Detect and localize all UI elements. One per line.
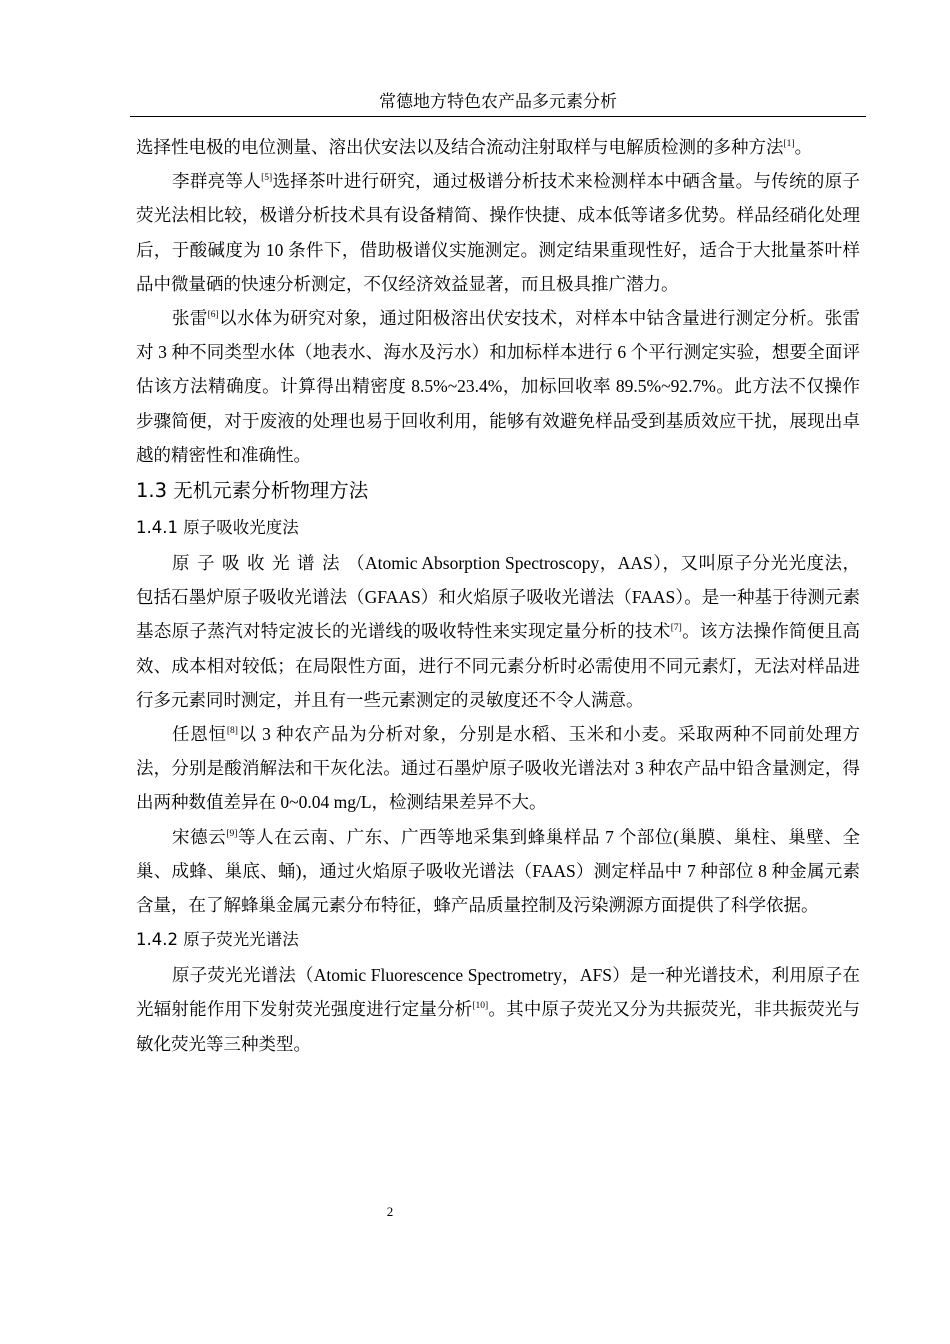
citation[interactable]: [5] [261, 173, 273, 184]
paragraph-text: 等人在云南、广东、广西等地采集到蜂巢样品 7 个部位(巢膜、巢柱、巢壁、全巢、成蜂、巢底、蛹)，通过火焰原子吸收光谱法（FAAS）测定样品中 7 种部位 8 种金属元素含量，在了解蜂巢金属元素分布特征，蜂产品质量控制及污染溯源方面提供了科学依据。 [136, 826, 861, 916]
paragraph-text: 。其中原子荧光又分为共振荧光，非共振荧光与敏化荧光等三种类型。 [136, 999, 861, 1054]
paragraph-text: 选择茶叶进行研究，通过极谱分析技术来检测样本中硒含量。与传统的原子荧光法相比较，极谱分析技术具有设备精简、操作快捷、成本低等诸多优势。样品经硝化处理后，于酸碱度为 10 条件下，借助极谱仪实施测定。测定结果重现性好，适合于大批量茶叶样品中微量硒的快速分析测定，不仅经济效益显著，而且极具推广潜力。 [136, 171, 861, 294]
running-header: 常德地方特色农产品多元素分析 [130, 88, 866, 117]
paragraph [136, 301, 860, 472]
paragraph-text: 宋德云 [172, 826, 227, 847]
subsection-heading: 1.4.2 原子荧光光谱法 [136, 930, 299, 950]
paragraph-text: 以 3 种农产品为分析对象，分别是水稻、玉米和小麦。采取两种不同前处理方法，分别是酸消解法和干灰化法。通过石墨炉原子吸收光谱法对 3 种农产品中铅含量测定，得出两种数值差异在 0~0.04 mg/L，检测结果差异不大。 [136, 724, 861, 813]
paragraph-continued [136, 130, 860, 164]
subsection-heading: 1.4.1 原子吸收光度法 [136, 518, 299, 538]
section-heading: 1.3 无机元素分析物理方法 [136, 479, 369, 503]
citation[interactable]: [7] [670, 623, 682, 634]
citation[interactable]: [10] [472, 1001, 489, 1012]
paragraph-text: 李群亮等人 [172, 171, 262, 192]
citation[interactable]: [1] [783, 139, 795, 150]
citation[interactable]: [8] [226, 726, 238, 737]
paragraph-text: （Atomic Absorption Spectroscopy，AAS），又叫原子分光光度法，包括石墨炉原子吸收光谱法（GFAAS）和火焰原子吸收光谱法（FAAS）。是一种基于待测元素基态原子蒸汽对特定波长的光谱线的吸收特性来实现定量分析的技术 [136, 553, 860, 642]
page-number: 2 [386, 1204, 394, 1219]
paragraph [136, 546, 860, 717]
citation[interactable]: [9] [226, 828, 238, 839]
paragraph-text: 原子荧光光谱法（Atomic Fluorescence Spectrometry，AFS）是一种光谱技术，利用原子在光辐射能作用下发射荧光强度进行定量分析 [136, 965, 860, 1020]
body-text [136, 130, 860, 1061]
paragraph-text: 。该方法操作简便且高效、成本相对较低；在局限性方面，进行不同元素分析时必需使用不同元素灯，无法对样品进行多元素同时测定，并且有一些元素测定的灵敏度还不令人满意。 [136, 621, 861, 710]
paragraph-text: 任恩恒 [172, 724, 227, 745]
paragraph [136, 958, 860, 1061]
paragraph [136, 717, 860, 820]
paragraph-text: 以水体为研究对象，通过阳极溶出伏安技术，对样本中钴含量进行测定分析。张雷对 3 种不同类型水体（地表水、海水及污水）和加标样本进行 6 个平行测定实验，想要全面评估该方法精确度。计算得出精密度 8.5%~23.4%，加标回收率 89.5%~92.7%。此方法不仅操作步骤简便，对于废液的处理也易于回收利用，能够有效避免样品受到基质效应干扰，展现出卓越的精密性和准确性。 [136, 308, 861, 465]
paragraph-text: 张雷 [172, 308, 208, 329]
paragraph [136, 820, 860, 923]
paragraph [136, 164, 860, 301]
citation[interactable]: [6] [207, 310, 219, 321]
paragraph-text: 原子吸收光谱法 [172, 553, 347, 574]
paragraph-text: 选择性电极的电位测量、溶出伏安法以及结合流动注射取样与电解质检测的多种方法 [136, 137, 784, 157]
paragraph-text: 。 [794, 137, 813, 157]
